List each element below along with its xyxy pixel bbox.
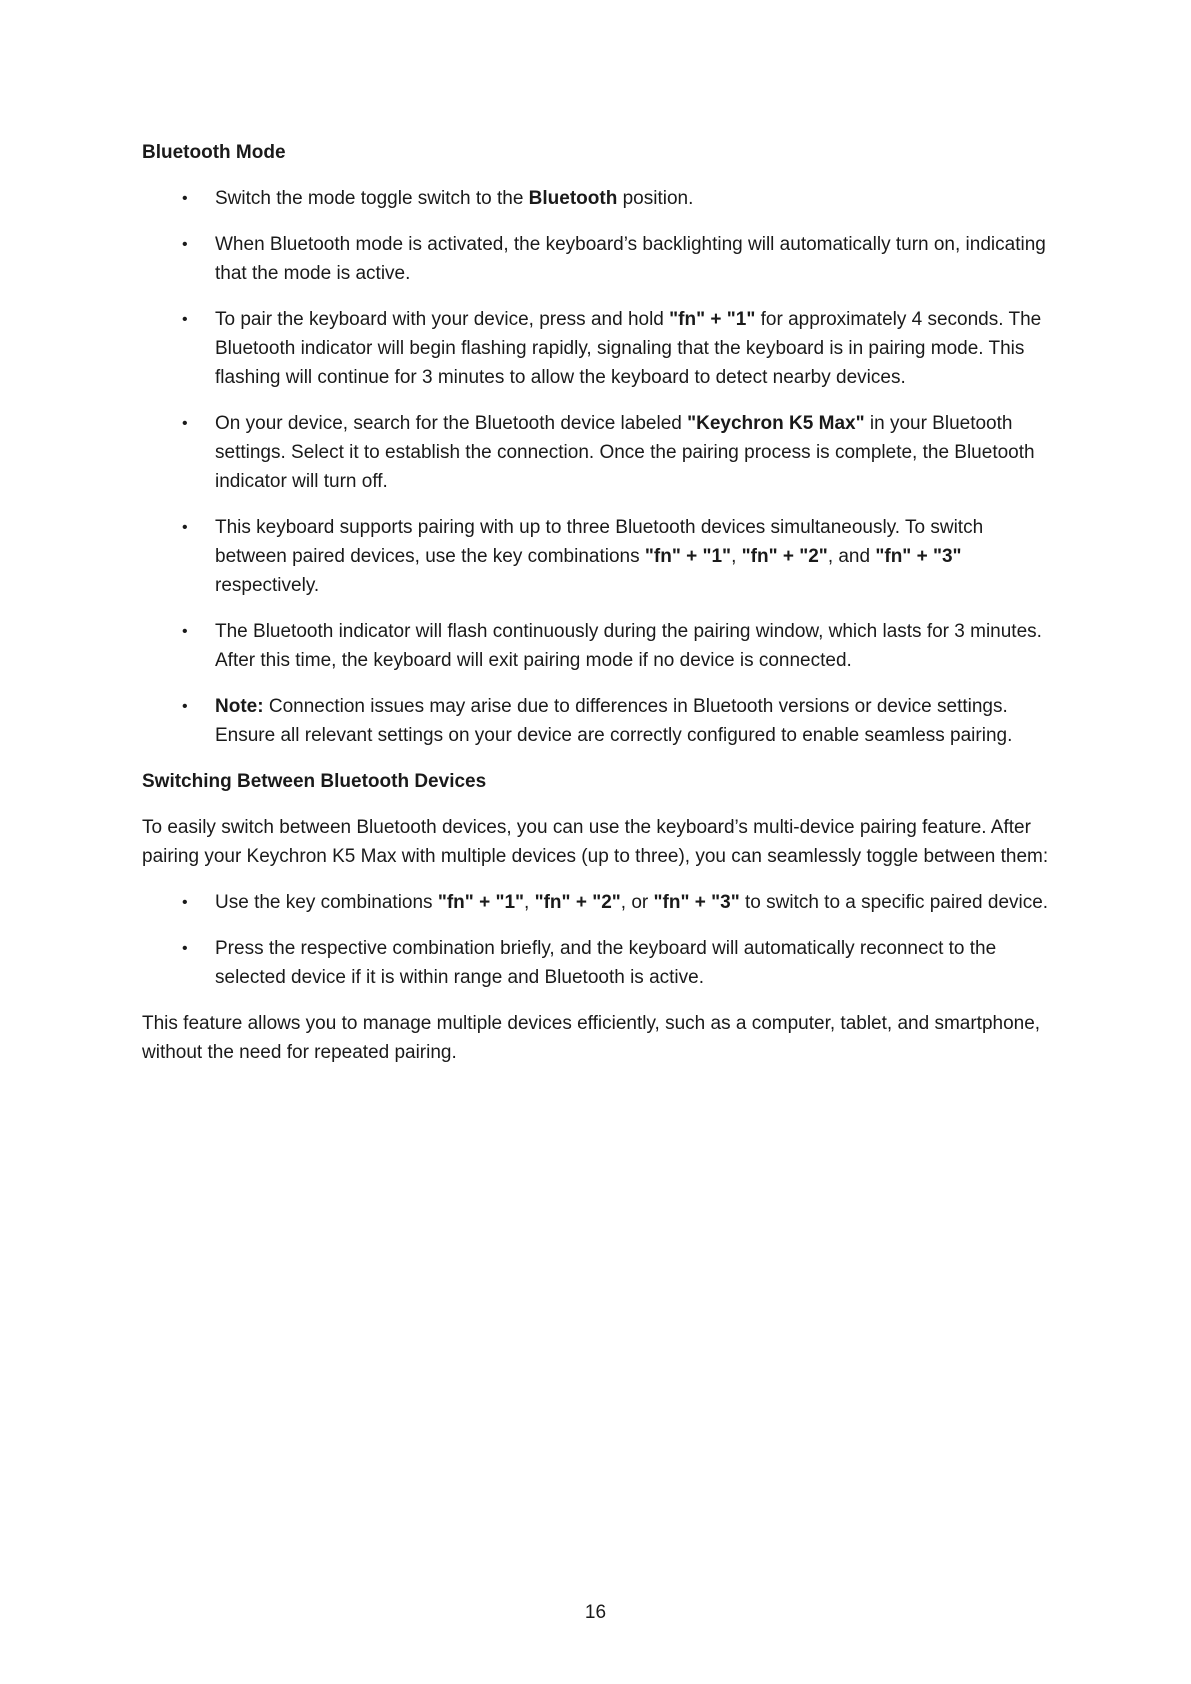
- text-run: To pair the keyboard with your device, press and hold: [215, 309, 670, 330]
- list-item: [142, 409, 1057, 496]
- bold-text-run: "fn" + "3": [875, 546, 962, 567]
- text-run: ,: [524, 892, 535, 913]
- list-item: [142, 184, 1057, 213]
- text-run: On your device, search for the Bluetooth device labeled: [215, 413, 688, 434]
- text-run: for approximately 4 seconds. The Bluetooth indicator will begin flashing rapidly, signaling that the keyboard is in pairing mode. This flashing will continue for 3 minutes to allow the keyboard to detect nearby devices.: [215, 309, 1042, 388]
- list-item: [142, 617, 1057, 675]
- text-run: ,: [731, 546, 742, 567]
- list-item: [142, 888, 1057, 917]
- switching-intro-paragraph: To easily switch between Bluetooth devices, you can use the keyboard’s multi-device pairing feature. After pairing your Keychron K5 Max with multiple devices (up to three), you can seamlessly toggle between them:: [142, 817, 1049, 867]
- bluetooth-mode-list: [142, 184, 1057, 750]
- bold-text-run: "fn" + "1": [669, 309, 756, 330]
- text-run: This keyboard supports pairing with up to three Bluetooth devices simultaneously. To switch between paired devices, use the key combinations: [215, 517, 984, 567]
- text-run: Press the respective combination briefly, and the keyboard will automatically reconnect to the selected device if it is within range and Bluetooth is active.: [215, 938, 997, 988]
- bullet-icon: •: [182, 940, 188, 957]
- switching-outro-paragraph: This feature allows you to manage multiple devices efficiently, such as a computer, tablet, and smartphone, without the need for repeated pairing.: [142, 1013, 1041, 1063]
- switching-devices-list: [142, 888, 1057, 992]
- text-run: , or: [620, 892, 654, 913]
- bold-text-run: "Keychron K5 Max": [687, 413, 865, 434]
- list-item: [142, 230, 1057, 288]
- list-item: [142, 305, 1057, 392]
- bullet-icon: •: [182, 311, 188, 328]
- bullet-icon: •: [182, 519, 188, 536]
- list-item: [142, 692, 1057, 750]
- list-item: [142, 934, 1057, 992]
- bold-text-run: "fn" + "2": [534, 892, 621, 913]
- text-run: position.: [617, 188, 694, 209]
- text-run: to switch to a specific paired device.: [739, 892, 1049, 913]
- list-item: [142, 513, 1057, 600]
- bullet-icon: •: [182, 236, 188, 253]
- bold-text-run: "fn" + "3": [653, 892, 740, 913]
- text-run: in your Bluetooth settings. Select it to establish the connection. Once the pairing process is complete, the Bluetooth indicator will turn off.: [215, 413, 1035, 492]
- bold-text-run: "fn" + "1": [644, 546, 732, 567]
- bullet-icon: •: [182, 415, 188, 432]
- page-number: 16: [584, 1602, 607, 1623]
- text-run: respectively.: [215, 575, 320, 596]
- text-run: , and: [827, 546, 876, 567]
- bold-text-run: "fn" + "2": [741, 546, 828, 567]
- bullet-icon: •: [182, 623, 188, 640]
- bullet-icon: •: [182, 698, 188, 715]
- bold-text-run: "fn" + "1": [437, 892, 525, 913]
- bold-text-run: Note:: [215, 696, 264, 717]
- section-heading-switching-devices: Switching Between Bluetooth Devices: [142, 771, 487, 792]
- text-run: Use the key combinations: [215, 892, 438, 913]
- text-run: The Bluetooth indicator will flash continuously during the pairing window, which lasts for 3 minutes. After this time, the keyboard will exit pairing mode if no device is connected.: [215, 621, 1042, 671]
- text-run: Switch the mode toggle switch to the: [215, 188, 529, 209]
- bullet-icon: •: [182, 894, 188, 911]
- bullet-icon: •: [182, 190, 188, 207]
- text-run: When Bluetooth mode is activated, the keyboard’s backlighting will automatically turn on, indicating that the mode is active.: [215, 234, 1046, 284]
- bold-text-run: Bluetooth: [528, 188, 618, 209]
- text-run: Connection issues may arise due to differences in Bluetooth versions or device settings. Ensure all relevant settings on your device are correctly configured to enable seamless pairing.: [215, 696, 1013, 746]
- section-heading-bluetooth-mode: Bluetooth Mode: [142, 142, 286, 163]
- page-content: [142, 138, 1057, 1084]
